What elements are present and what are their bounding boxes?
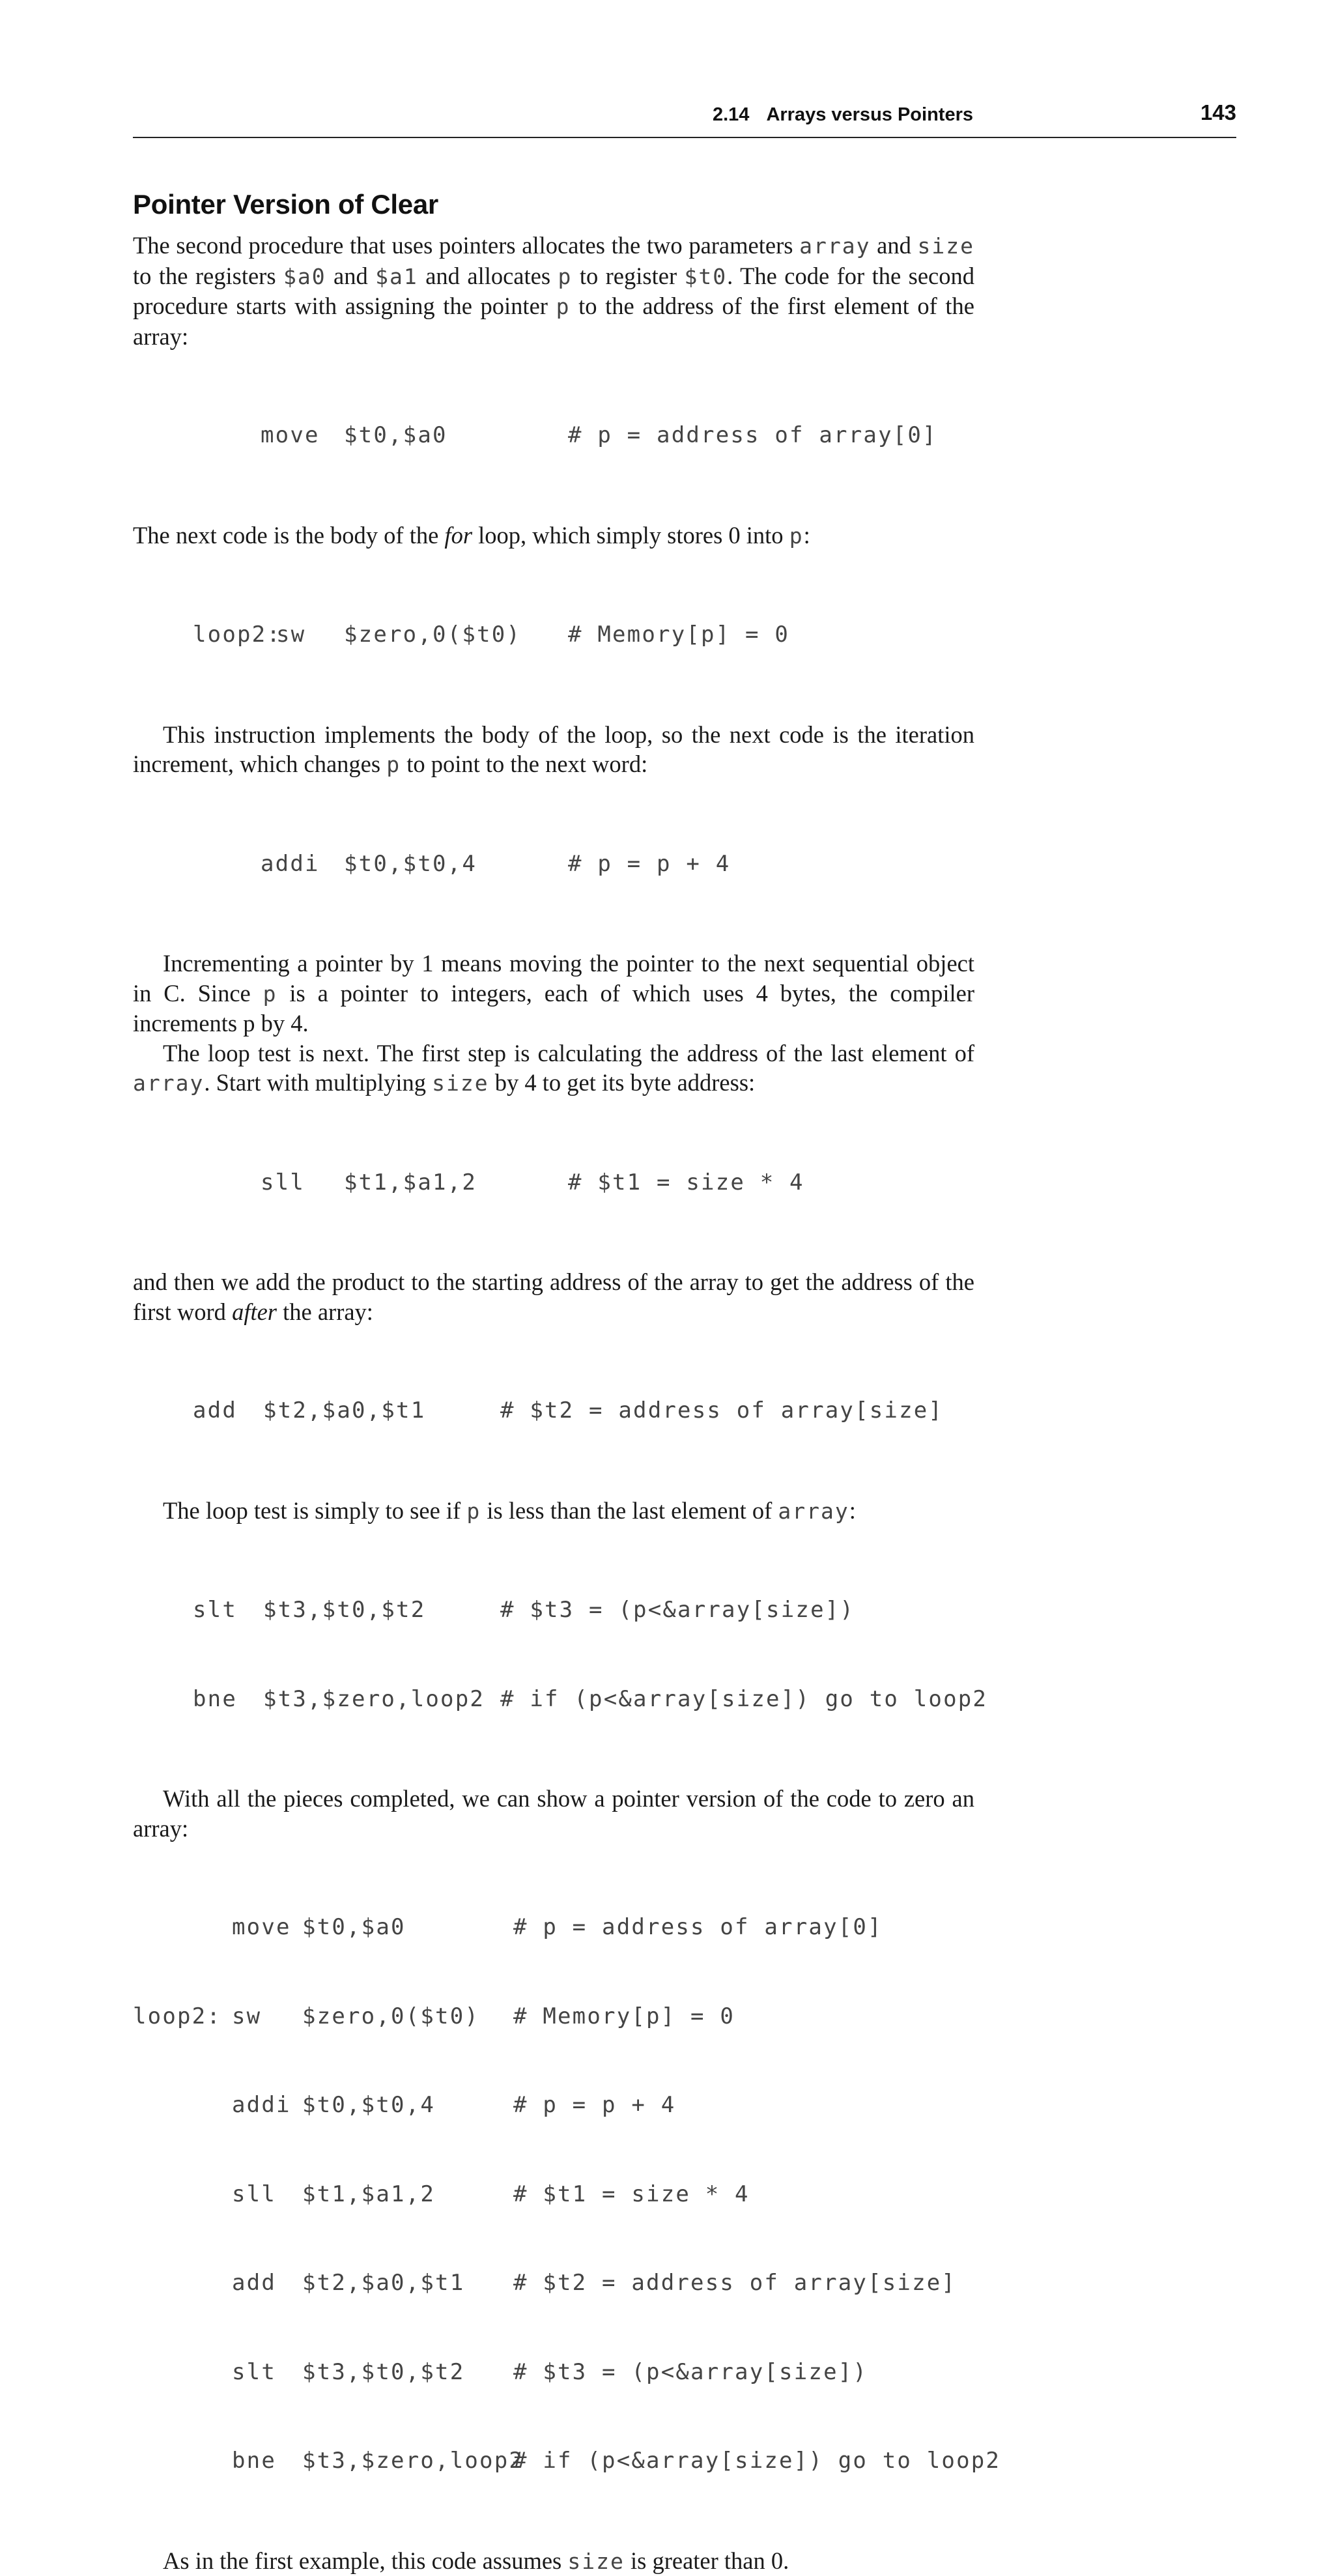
code-line — [133, 2091, 974, 2121]
text: The loop test is simply to see if — [163, 1497, 466, 1524]
code-comment: # $t1 = size * 4 — [513, 2180, 750, 2210]
code-line — [133, 2268, 974, 2298]
code-line — [133, 421, 974, 451]
code-opcode: sw — [276, 620, 344, 650]
code-block-3 — [133, 790, 974, 939]
code-comment: # p = address of array[0] — [513, 1913, 883, 1943]
code-comment: # $t3 = (p<&array[size]) — [513, 2358, 868, 2388]
inline-code: size — [432, 1070, 489, 1096]
code-line — [133, 2446, 974, 2476]
code-block-2 — [133, 561, 974, 709]
code-comment: # p = address of array[0] — [568, 421, 937, 451]
code-opcode: slt — [193, 1596, 263, 1625]
code-comment: # $t2 = address of array[size] — [500, 1396, 943, 1426]
code-line — [133, 1913, 974, 1943]
text: the array: — [277, 1298, 373, 1325]
section-number: 2.14 — [713, 104, 749, 125]
text: to register — [572, 263, 684, 289]
text: With all the pieces completed, we can show a pointer version of the code to zero an array: — [133, 1785, 974, 1842]
text: The loop test is next. The first step is calculating the address of the last element of — [163, 1040, 974, 1066]
inline-code: array — [778, 1498, 849, 1524]
code-opcode: sll — [232, 2180, 302, 2210]
text: Incrementing a pointer by 1 means moving the pointer to the next sequential object in C. Since — [133, 950, 974, 1007]
text: and allocates — [418, 263, 558, 289]
code-operands: $t0,$a0 — [344, 421, 568, 451]
subsection-heading: Pointer Version of Clear — [133, 189, 974, 220]
code-block-1 — [133, 362, 974, 510]
code-comment: # Memory[p] = 0 — [568, 620, 789, 650]
code-block-full-listing — [133, 1853, 974, 2536]
code-comment: # $t1 = size * 4 — [568, 1168, 804, 1198]
code-label: loop2: — [133, 2002, 232, 2032]
inline-code: array — [133, 1070, 204, 1096]
emphasis: for — [444, 522, 472, 549]
code-comment: # $t2 = address of array[size] — [513, 2268, 956, 2298]
code-operands: $t1,$a1,2 — [302, 2180, 513, 2210]
code-line — [133, 1396, 974, 1426]
code-line — [133, 2358, 974, 2388]
paragraph-6 — [133, 1267, 974, 1326]
code-operands: $t0,$a0 — [302, 1913, 513, 1943]
text: by 4 to get its byte address: — [489, 1069, 756, 1096]
paragraph-8 — [133, 1784, 974, 1843]
text: This instruction implements the body of the loop, so the next code is the iteration increment, which changes — [133, 721, 974, 778]
code-opcode: sw — [232, 2002, 302, 2032]
text: . Start with multiplying — [204, 1069, 432, 1096]
page-body — [133, 189, 974, 2576]
code-label: loop2: — [193, 620, 276, 650]
code-operands: $t0,$t0,4 — [344, 850, 568, 880]
text: to point to the next word: — [401, 751, 647, 777]
code-operands: $t3,$t0,$t2 — [263, 1596, 500, 1625]
code-comment: # p = p + 4 — [568, 850, 730, 880]
paragraph-7 — [133, 1496, 974, 1526]
code-opcode: move — [232, 1913, 302, 1943]
paragraph-4 — [133, 949, 974, 1038]
inline-code: p — [386, 752, 401, 777]
running-header — [133, 98, 1236, 138]
code-comment: # if (p<&array[size]) go to loop2 — [500, 1685, 987, 1715]
code-line — [133, 1168, 974, 1198]
code-comment: # Memory[p] = 0 — [513, 2002, 735, 2032]
text: is greater than 0. — [625, 2547, 789, 2574]
inline-code: p — [263, 981, 277, 1007]
paragraph-3 — [133, 720, 974, 780]
text: loop, which simply stores 0 into — [472, 522, 789, 549]
code-opcode: bne — [232, 2446, 302, 2476]
text: The second procedure that uses pointers allocates the two parameters — [133, 232, 799, 259]
inline-code: $a1 — [375, 264, 418, 289]
code-block-4 — [133, 1109, 974, 1257]
code-opcode: slt — [232, 2358, 302, 2388]
inline-code: p — [466, 1498, 481, 1524]
code-operands: $t3,$t0,$t2 — [302, 2358, 513, 2388]
code-operands: $t3,$zero,loop2 — [263, 1685, 500, 1715]
code-line — [133, 2180, 974, 2210]
text: and — [326, 263, 376, 289]
inline-code: p — [558, 264, 573, 289]
code-line — [133, 850, 974, 880]
page-number: 143 — [1200, 100, 1236, 125]
code-opcode: sll — [261, 1168, 344, 1198]
code-operands: $t1,$a1,2 — [344, 1168, 568, 1198]
text: : — [804, 522, 810, 549]
code-operands: $t0,$t0,4 — [302, 2091, 513, 2121]
inline-code: $t0 — [685, 264, 728, 289]
code-opcode: add — [232, 2268, 302, 2298]
code-operands: $t2,$a0,$t1 — [302, 2268, 513, 2298]
inline-code: p — [556, 294, 571, 319]
text: . The code for the second procedure starts with assigning the pointer — [133, 263, 974, 320]
code-operands: $zero,0($t0) — [302, 2002, 513, 2032]
code-line — [133, 620, 974, 650]
text: As in the first example, this code assumes — [163, 2547, 567, 2574]
inline-code: $a0 — [283, 264, 326, 289]
code-comment: # $t3 = (p<&array[size]) — [500, 1596, 855, 1625]
paragraph-2 — [133, 521, 974, 551]
paragraph-1 — [133, 231, 974, 351]
text: : — [849, 1497, 856, 1524]
text: The next code is the body of the — [133, 522, 444, 549]
text: to the address of the first element of the array: — [133, 293, 974, 350]
inline-code: p — [789, 523, 804, 549]
code-opcode: bne — [193, 1685, 263, 1715]
emphasis: after — [232, 1298, 277, 1325]
paragraph-5 — [133, 1038, 974, 1098]
section-title: Arrays versus Pointers — [766, 104, 973, 125]
code-operands: $t2,$a0,$t1 — [263, 1396, 500, 1426]
text: is a pointer to integers, each of which uses 4 bytes, the compiler increments p by 4. — [133, 980, 974, 1037]
code-operands: $zero,0($t0) — [344, 620, 568, 650]
code-block-5 — [133, 1337, 974, 1485]
code-block-6 — [133, 1536, 974, 1773]
paragraph-9 — [133, 2546, 974, 2576]
section-reference — [713, 104, 973, 126]
text: and then we add the product to the starting address of the array to get the address of the first word — [133, 1268, 974, 1325]
code-comment: # if (p<&array[size]) go to loop2 — [513, 2446, 1000, 2476]
code-line — [133, 1685, 974, 1715]
inline-code: size — [567, 2549, 624, 2574]
inline-code: size — [918, 233, 974, 259]
inline-code: array — [799, 233, 870, 259]
code-line — [133, 2002, 974, 2032]
code-opcode: add — [193, 1396, 263, 1426]
code-opcode: addi — [261, 850, 344, 880]
code-line — [133, 1596, 974, 1625]
code-comment: # p = p + 4 — [513, 2091, 675, 2121]
text: and — [870, 232, 917, 259]
text: is less than the last element of — [481, 1497, 778, 1524]
text: to the registers — [133, 263, 283, 289]
code-opcode: move — [261, 421, 344, 451]
code-operands: $t3,$zero,loop2 — [302, 2446, 513, 2476]
code-opcode: addi — [232, 2091, 302, 2121]
